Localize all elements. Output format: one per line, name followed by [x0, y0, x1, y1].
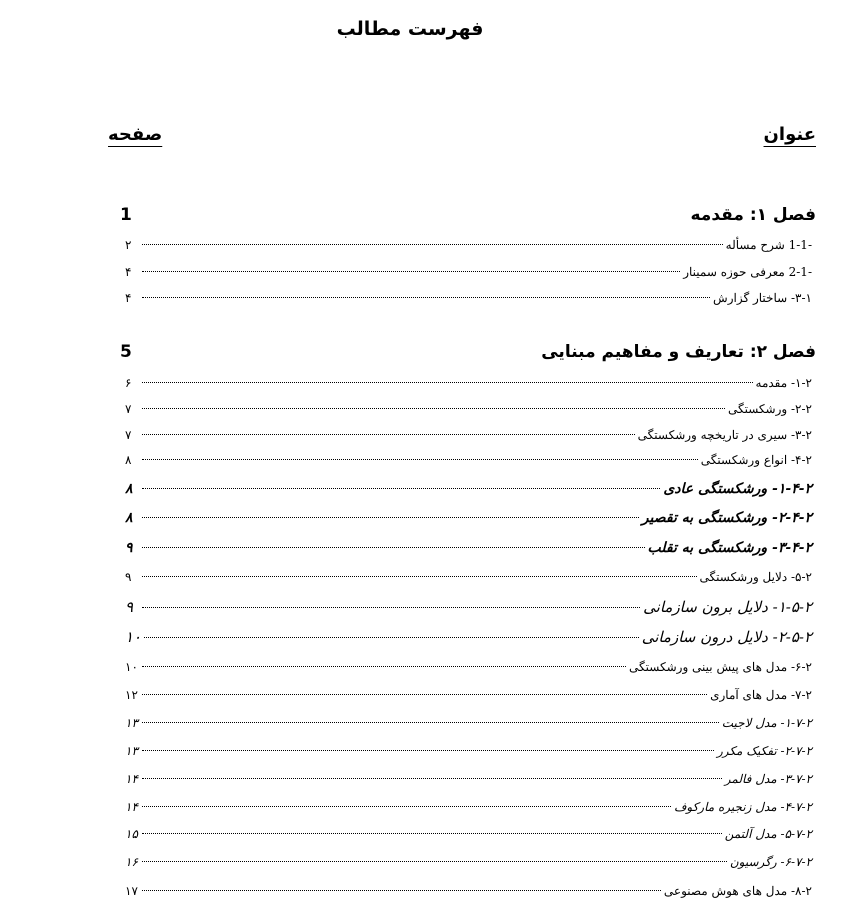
toc-page-number: 5: [120, 342, 132, 362]
toc-page-number: ۶: [125, 376, 132, 390]
toc-entry-row[interactable]: [125, 238, 812, 252]
dot-leader: [142, 382, 753, 383]
dot-leader: [142, 666, 626, 667]
toc-entry-row[interactable]: [125, 827, 812, 841]
toc-page-number: ۱۵: [125, 827, 138, 841]
toc-entry-title: ۳-۲- سیری در تاریخچه ورشکستگی: [637, 428, 812, 442]
toc-page-number: ۱۶: [125, 855, 138, 869]
toc-entry-row[interactable]: [125, 540, 812, 556]
toc-chapter-row[interactable]: [120, 342, 816, 362]
dot-leader: [142, 547, 645, 548]
dot-leader: [142, 408, 725, 409]
toc-page-number: ۱۰: [125, 660, 138, 674]
toc-entry-title: ۱-۴-۲- ورشکستگی عادی: [663, 481, 812, 497]
toc-entry-title: ۶-۲- مدل های پیش بینی ورشکستگی: [629, 660, 812, 674]
toc-entry-row[interactable]: [125, 884, 812, 898]
dot-leader: [142, 750, 714, 751]
dot-leader: [142, 576, 697, 577]
toc-entry-row[interactable]: [125, 428, 812, 442]
toc-entry-title: ۲-۷-۲- تفکیک مکرر: [716, 744, 812, 758]
toc-page-number: ۹: [125, 540, 133, 556]
toc-page-number: ۸: [125, 453, 132, 467]
toc-entry-title: ۷-۲- مدل های آماری: [710, 688, 812, 702]
dot-leader: [142, 890, 661, 891]
toc-entry-row[interactable]: [125, 716, 812, 730]
toc-entry-title: ۲-۵-۲- دلایل درون سازمانی: [641, 628, 812, 646]
toc-entry-title: ۵-۷-۲- مدل آلتمن: [724, 827, 812, 841]
dot-leader: [142, 722, 719, 723]
page-title: فهرست مطالب: [336, 18, 484, 40]
toc-entry-row[interactable]: [125, 453, 812, 467]
toc-page-number: ۱۳: [125, 716, 138, 730]
dot-leader: [144, 637, 639, 638]
dot-leader: [142, 833, 722, 834]
toc-entry-row[interactable]: [125, 376, 812, 390]
toc-entry-row[interactable]: [125, 481, 812, 497]
toc-entry-title: ۱-۲- مقدمه: [755, 376, 812, 390]
toc-chapter-row[interactable]: [120, 205, 816, 225]
toc-entry-title: ۲-۲- ورشکستگی: [727, 402, 812, 416]
toc-page-number: ۱۰: [125, 628, 142, 646]
toc-page-number: ۱۲: [125, 688, 138, 702]
toc-entry-title: -2-1 معرفی حوزه سمینار: [683, 265, 812, 279]
dot-leader: [142, 694, 707, 695]
toc-entry-row[interactable]: [125, 598, 812, 616]
toc-page-number: ۱۴: [125, 772, 138, 786]
dot-leader: [142, 271, 680, 272]
toc-page-number: ۷: [125, 402, 132, 416]
toc-page-number: 1: [120, 205, 132, 225]
dot-leader: [142, 861, 727, 862]
dot-leader: [142, 806, 671, 807]
toc-entry-title: ۱-۵-۲- دلایل برون سازمانی: [643, 598, 812, 616]
toc-entry-row[interactable]: [125, 265, 812, 279]
title-column-header: عنوان: [763, 124, 816, 145]
dot-leader: [142, 607, 640, 608]
toc-entry-title: فصل ۱: مقدمه: [690, 205, 816, 225]
dot-leader: [142, 244, 723, 245]
toc-entry-row[interactable]: [125, 510, 812, 526]
toc-entry-title: ۲-۴-۲- ورشکستگی به تقصیر: [641, 510, 812, 526]
toc-page-number: ۹: [125, 598, 134, 616]
toc-entry-title: -1-1 شرح مسأله: [725, 238, 812, 252]
toc-entry-row[interactable]: [125, 291, 812, 305]
dot-leader: [142, 778, 722, 779]
toc-page-number: ۸: [125, 481, 133, 497]
toc-entry-title: ۱-۷-۲- مدل لاجیت: [721, 716, 812, 730]
toc-entry-title: ۳-۷-۲- مدل فالمر: [724, 772, 812, 786]
page-column-header: صفحه: [108, 124, 163, 145]
toc-entry-row[interactable]: [125, 660, 812, 674]
toc-page-number: ۱۴: [125, 800, 138, 814]
toc-entry-row[interactable]: [125, 688, 812, 702]
toc-page-number: ۱۳: [125, 744, 138, 758]
toc-page-number: ۱۷: [125, 884, 138, 898]
dot-leader: [142, 434, 635, 435]
dot-leader: [142, 488, 660, 489]
toc-entry-row[interactable]: [125, 800, 812, 814]
toc-page-number: ۲: [125, 238, 132, 252]
toc-entry-row[interactable]: [125, 855, 812, 869]
toc-entry-title: ۵-۲- دلایل ورشکستگی: [699, 570, 812, 584]
dot-leader: [142, 297, 710, 298]
toc-entry-title: ۳-۱- ساختار گزارش: [713, 291, 812, 305]
dot-leader: [142, 517, 639, 518]
toc-entry-title: ۴-۲- انواع ورشکستگی: [700, 453, 812, 467]
toc-page-number: ۴: [125, 265, 132, 279]
toc-entry-title: ۸-۲- مدل های هوش مصنوعی: [663, 884, 812, 898]
toc-entry-title: ۳-۴-۲- ورشکستگی به تقلب: [647, 540, 812, 556]
toc-entry-title: فصل ۲: تعاریف و مفاهیم مبنایی: [541, 342, 816, 362]
toc-entry-row[interactable]: [125, 744, 812, 758]
toc-entry-row[interactable]: [125, 570, 812, 584]
toc-entry-row[interactable]: [125, 772, 812, 786]
toc-entry-row[interactable]: [125, 402, 812, 416]
toc-entry-title: ۶-۷-۲- رگرسیون: [729, 855, 812, 869]
toc-page-number: ۹: [125, 570, 132, 584]
toc-entry-title: ۴-۷-۲- مدل زنجیره مارکوف: [673, 800, 812, 814]
dot-leader: [142, 459, 698, 460]
toc-entry-row[interactable]: [125, 628, 812, 646]
toc-page-number: ۸: [125, 510, 133, 526]
toc-page-number: ۷: [125, 428, 132, 442]
toc-page-number: ۴: [125, 291, 132, 305]
